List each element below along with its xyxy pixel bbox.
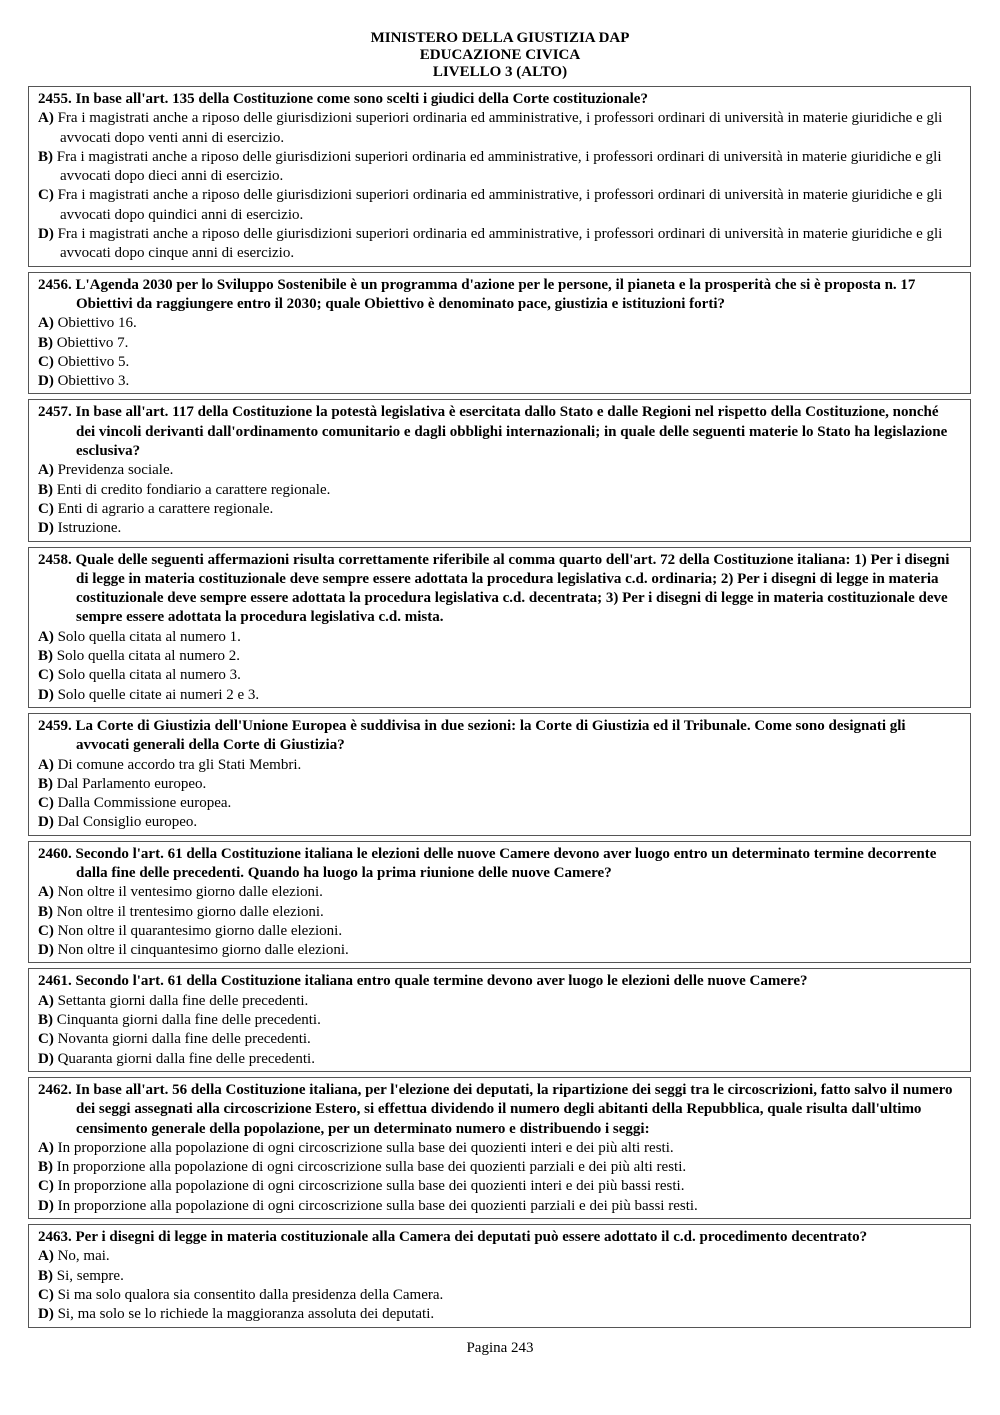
answer-text: In proporzione alla popolazione di ogni circoscrizione sulla base dei quozienti parziali e dei più bassi resti. [57, 1197, 698, 1214]
answer-letter: A) [38, 992, 54, 1009]
answer-text: Dal Consiglio europeo. [57, 814, 198, 831]
answer-text: In proporzione alla popolazione di ogni circoscrizione sulla base dei quozienti interi e dei più alti resti. [57, 1139, 674, 1156]
answer-text: Si ma solo qualora sia consentito dalla presidenza della Camera. [57, 1286, 444, 1303]
question-2456 [28, 272, 971, 395]
answer-text: Settanta giorni dalla fine delle precedenti. [57, 992, 309, 1009]
answer-text: Non oltre il cinquantesimo giorno dalle elezioni. [57, 942, 349, 959]
answer-letter: C) [38, 353, 54, 370]
answer-letter: A) [38, 1139, 54, 1156]
answer-text: No, mai. [57, 1248, 110, 1265]
answer-text: Obiettivo 16. [57, 315, 137, 332]
answer-letter: A) [38, 884, 54, 901]
answer-text: Solo quella citata al numero 1. [57, 628, 241, 645]
answer-letter: C) [38, 922, 54, 939]
answer-letter: D) [38, 520, 54, 537]
answer-text: Solo quella citata al numero 3. [57, 667, 241, 684]
answer-letter: D) [38, 373, 54, 390]
answer-c [38, 353, 961, 372]
question-2460 [28, 841, 971, 964]
question-2462 [28, 1077, 971, 1219]
answer-text: Di comune accordo tra gli Stati Membri. [57, 756, 302, 773]
answer-letter: C) [38, 500, 54, 517]
answer-text: Solo quelle citate ai numeri 2 e 3. [57, 686, 260, 703]
answer-letter: D) [38, 226, 54, 243]
answer-letter: D) [38, 814, 54, 831]
answer-text: Fra i magistrati anche a riposo delle giurisdizioni superiori ordinaria ed amministrative, i professori ordinari di università in materie giuridiche e gli avvocati dopo dieci anni di esercizio. [56, 148, 942, 185]
answer-text: In proporzione alla popolazione di ogni circoscrizione sulla base dei quozienti parziali e dei più alti resti. [56, 1159, 687, 1176]
answer-text: Novanta giorni dalla fine delle precedenti. [57, 1031, 311, 1048]
answer-d [38, 225, 961, 264]
answer-b [38, 481, 961, 500]
answer-letter: C) [38, 187, 54, 204]
answer-text: Non oltre il ventesimo giorno dalle elezioni. [57, 884, 323, 901]
answer-letter: A) [38, 315, 54, 332]
answer-text: Fra i magistrati anche a riposo delle giurisdizioni superiori ordinaria ed amministrative, i professori ordinari di università in materie giuridiche e gli avvocati dopo venti anni di esercizio. [57, 110, 943, 146]
answer-text: Istruzione. [57, 520, 122, 537]
answer-letter: D) [38, 1050, 54, 1067]
page-header [0, 30, 1000, 81]
answer-letter: A) [38, 462, 54, 479]
answer-b [38, 334, 961, 353]
answer-text: Cinquanta giorni dalla fine delle precedenti. [56, 1012, 321, 1029]
question-2463 [28, 1224, 971, 1327]
question-title: 2455. In base all'art. 135 della Costituzione come sono scelti i giudici della Corte costituzionale? [38, 91, 648, 107]
answer-a [38, 883, 961, 902]
question-2458 [28, 547, 971, 708]
answer-letter: A) [38, 628, 54, 645]
answer-letter: B) [38, 481, 53, 498]
answer-text: Si, sempre. [56, 1267, 124, 1284]
answer-text: Solo quella citata al numero 2. [56, 648, 241, 665]
answer-c [38, 500, 961, 519]
answer-letter: B) [38, 148, 53, 165]
answer-a [38, 1247, 961, 1266]
answer-a [38, 1139, 961, 1158]
answer-text: Dalla Commissione europea. [57, 795, 232, 812]
answer-letter: B) [38, 1267, 53, 1284]
answer-b [38, 1267, 961, 1286]
answer-d [38, 686, 961, 705]
answer-letter: C) [38, 667, 54, 684]
answer-text: Obiettivo 3. [57, 373, 130, 390]
answer-letter: A) [38, 756, 54, 773]
question-title: 2459. La Corte di Giustizia dell'Unione Europea è suddivisa in due sezioni: la Corte di Giustizia ed il Tribunale. Come sono designati gli avvocati generali della Corte di Giustizia? [38, 717, 906, 754]
answer-b [38, 775, 961, 794]
answer-b [38, 903, 961, 922]
answer-text: Fra i magistrati anche a riposo delle giurisdizioni superiori ordinaria ed amministrative, i professori ordinari di università in materie giuridiche e gli avvocati dopo quindici anni di esercizio. [57, 187, 943, 223]
answer-a [38, 314, 961, 333]
answer-letter: B) [38, 1012, 53, 1029]
question-title: 2461. Secondo l'art. 61 della Costituzione italiana entro quale termine devono aver luogo le elezioni delle nuove Camere? [38, 973, 808, 990]
answer-letter: B) [38, 775, 53, 792]
answer-d [38, 1305, 961, 1324]
answer-b [38, 148, 961, 187]
answer-c [38, 1030, 961, 1049]
question-title: 2462. In base all'art. 56 della Costituzione italiana, per l'elezione dei deputati, la ripartizione dei seggi tra le circoscrizioni, fatto salvo il numero dei seggi assegnati alla circoscrizione Estero, si effettua dividendo il numero degli abitanti della Repubblica, quale risulta dall'ultimo censimento generale della popolazione, per un determinato numero e distribuendo i seggi: [38, 1081, 953, 1137]
header-ministry: MINISTERO DELLA GIUSTIZIA DAP [370, 30, 630, 46]
answer-letter: D) [38, 1306, 54, 1323]
question-2459 [28, 713, 971, 836]
question-title: 2458. Quale delle seguenti affermazioni risulta correttamente riferibile al comma quarto dell'art. 72 della Costituzione italiana: 1) Per i disegni di legge in materia costituzionale deve sempre essere adottata la procedura legislativa c.d. ordinaria; 2) Per i disegni di legge in materia costituzionale deve sempre essere adottata la procedura legislativa c.d. decentrata; 3) Per i disegni di legge in materia costituzionale deve sempre essere adottata la procedura legislativa c.d. mista. [38, 551, 950, 626]
header-subject: EDUCAZIONE CIVICA [419, 47, 581, 63]
answer-a [38, 461, 961, 480]
answer-letter: B) [38, 648, 53, 665]
header-level: LIVELLO 3 (ALTO) [432, 64, 568, 80]
answer-text: Non oltre il trentesimo giorno dalle elezioni. [56, 903, 324, 920]
answer-text: Quaranta giorni dalla fine delle precedenti. [57, 1050, 315, 1067]
answer-d [38, 519, 961, 538]
answer-text: Enti di agrario a carattere regionale. [57, 500, 274, 517]
answer-a [38, 756, 961, 775]
answer-letter: D) [38, 1197, 54, 1214]
answer-b [38, 1011, 961, 1030]
answer-b [38, 647, 961, 666]
answer-letter: A) [38, 110, 54, 127]
question-title: 2460. Secondo l'art. 61 della Costituzione italiana le elezioni delle nuove Camere devono aver luogo entro un determinato termine decorrente dalla fine delle precedenti. Quando ha luogo la prima riunione delle nuove Camere? [38, 845, 937, 881]
answer-text: Non oltre il quarantesimo giorno dalle elezioni. [57, 922, 343, 939]
answer-letter: B) [38, 1159, 53, 1176]
answer-c [38, 794, 961, 813]
answer-letter: D) [38, 942, 54, 959]
answer-letter: C) [38, 795, 54, 812]
question-2457 [28, 399, 971, 541]
answer-letter: A) [38, 1248, 54, 1265]
question-title: 2463. Per i disegni di legge in materia costituzionale alla Camera dei deputati può essere adottato il c.d. procedimento decentrato? [38, 1229, 868, 1246]
answer-b [38, 1158, 961, 1177]
answer-text: Obiettivo 5. [57, 353, 130, 370]
answer-d [38, 1050, 961, 1069]
answer-d [38, 372, 961, 391]
answer-c [38, 186, 961, 225]
question-2461 [28, 968, 971, 1071]
answer-text: Obiettivo 7. [56, 334, 129, 351]
answer-a [38, 992, 961, 1011]
answer-letter: C) [38, 1178, 54, 1195]
answer-letter: B) [38, 334, 53, 351]
answer-letter: D) [38, 686, 54, 703]
answer-d [38, 813, 961, 832]
question-title: 2457. In base all'art. 117 della Costituzione la potestà legislativa è esercitata dallo Stato e dalle Regioni nel rispetto della Costituzione, nonché dei vincoli derivanti dall'ordinamento comunitario e dagli obblighi internazionali; in quale delle seguenti materie lo Stato ha legislazione esclusiva? [38, 404, 948, 460]
answer-text: Fra i magistrati anche a riposo delle giurisdizioni superiori ordinaria ed amministrative, i professori ordinari di università in materie giuridiche e gli avvocati dopo cinque anni di esercizio. [57, 226, 943, 262]
answer-letter: B) [38, 903, 53, 920]
answer-d [38, 1197, 961, 1216]
answer-c [38, 666, 961, 685]
answer-letter: C) [38, 1031, 54, 1048]
answer-c [38, 922, 961, 941]
answer-a [38, 109, 961, 148]
question-2455 [28, 86, 971, 267]
answer-letter: C) [38, 1286, 54, 1303]
page-number: Pagina 243 [466, 1340, 534, 1356]
answer-d [38, 941, 961, 960]
question-title: 2456. L'Agenda 2030 per lo Sviluppo Sostenibile è un programma d'azione per le persone, il pianeta e la prosperità che si è proposta n. 17 Obiettivi da raggiungere entro il 2030; quale Obiettivo è denominato pace, giustizia e istituzioni forti? [38, 276, 916, 312]
answer-a [38, 628, 961, 647]
answer-text: Dal Parlamento europeo. [56, 775, 207, 792]
answer-text: Si, ma solo se lo richiede la maggioranza assoluta dei deputati. [57, 1306, 435, 1323]
answer-c [38, 1286, 961, 1305]
answer-c [38, 1177, 961, 1196]
question-list [28, 86, 971, 1333]
answer-text: Enti di credito fondiario a carattere regionale. [56, 481, 331, 498]
answer-text: Previdenza sociale. [57, 462, 174, 479]
answer-text: In proporzione alla popolazione di ogni circoscrizione sulla base dei quozienti interi e dei più bassi resti. [57, 1178, 685, 1195]
